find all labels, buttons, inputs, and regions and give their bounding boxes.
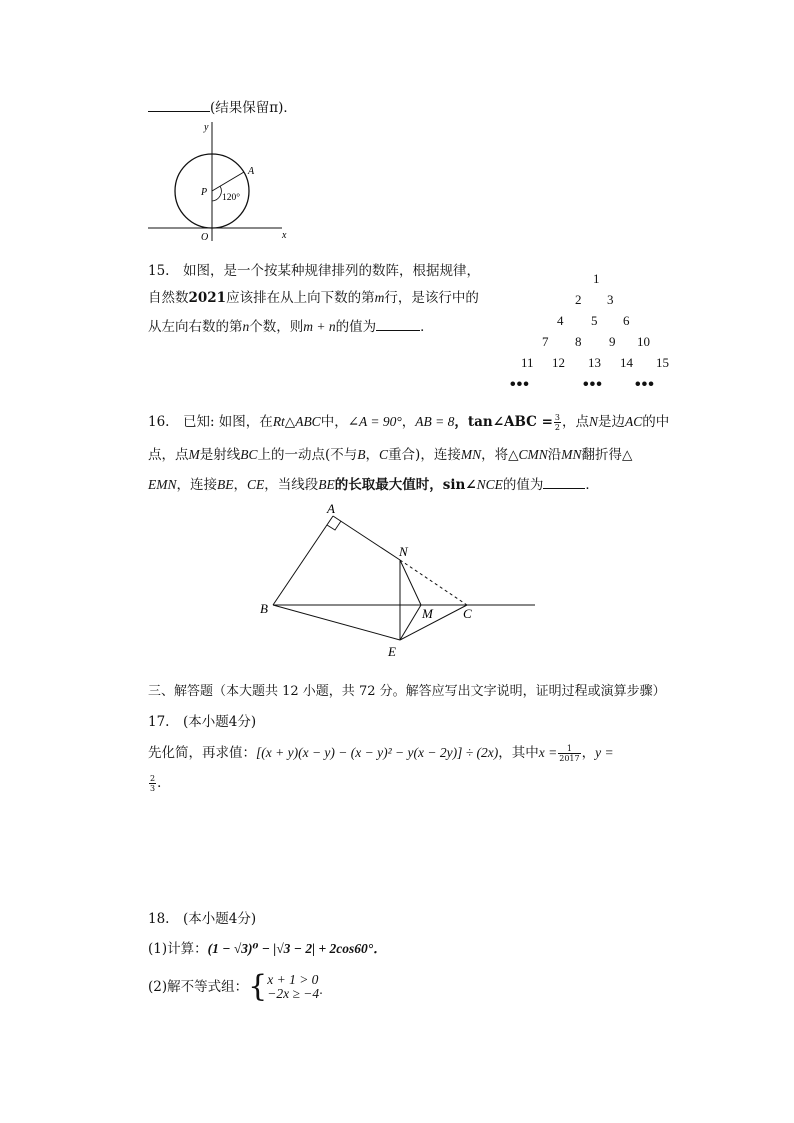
ellipsis-dots: ••• (583, 376, 603, 393)
triangle-number: 13 (588, 355, 601, 370)
ellipsis-dots: ••• (635, 376, 655, 393)
q18-header: 18. (本小题4分) (148, 911, 257, 927)
point-b-label: B (260, 601, 268, 616)
q16-line1: 16. 已知: 如图，在Rt△ABC中，∠A = 90°，AB = 8，tan∠ABC = $\frac{3}{2}$ ，点N是边AC的中 (148, 413, 670, 432)
point-a-label: A (327, 501, 335, 516)
fraction: $\frac{1}{2017}$ (559, 744, 580, 763)
answer-blank (543, 474, 585, 489)
triangle-number: 6 (623, 313, 630, 328)
triangle-number: 14 (620, 355, 633, 370)
q17-line2: $\frac{2}{3}$ ． (150, 774, 171, 793)
triangle-number: 3 (607, 292, 614, 307)
segment-ab (273, 516, 333, 605)
point-p-label: P (201, 187, 208, 198)
point-m-label: M (422, 606, 433, 621)
angle-label: 120° (222, 193, 241, 203)
q15-line1: 15. 如图，是一个按某种规律排列的数阵，根据规律， (148, 263, 480, 279)
circle-figure (140, 114, 300, 249)
fraction: $\frac{2}{3}$ (150, 774, 156, 793)
q15-line3: 从左向右数的第n个数，则m + n的值为 ． (148, 316, 434, 336)
triangle-number: 7 (542, 334, 549, 349)
fraction: $\frac{3}{2}$ (554, 413, 560, 432)
inequality-system: x + 1 > 0 −2x ≥ −4· (267, 972, 323, 1001)
q14-tail: (结果保留π)． (148, 97, 297, 117)
triangle-number: 8 (575, 334, 582, 349)
point-c-label: C (463, 606, 472, 621)
segment-be (273, 605, 400, 640)
q18-part1: (1)计算：(1 − √3)⁰ − |√3 − 2| + 2cos60°． (148, 941, 387, 957)
q16-line2: 点，点M是射线BC上的一动点(不与B，C重合)，连接MN，将△CMN沿MN翻折得△ (148, 447, 633, 463)
triangle-number: 15 (656, 355, 669, 370)
triangle-figure (255, 500, 545, 665)
triangle-number: 9 (609, 334, 616, 349)
triangle-number: 11 (521, 355, 534, 370)
ellipsis-dots: ••• (510, 376, 530, 393)
section-heading: 三、解答题（本大题共 12 小题，共 72 分。解答应写出文字说明，证明过程或演算步骤） (148, 684, 666, 699)
triangle-number: 1 (593, 271, 600, 286)
q18-part2: (2)解不等式组：{ x + 1 > 0 −2x ≥ −4· (148, 969, 323, 1004)
left-brace: { (248, 969, 268, 1004)
triangle-number: 2 (575, 292, 582, 307)
segment-an (333, 516, 400, 560)
answer-blank (148, 97, 210, 112)
origin-label: O (201, 232, 209, 243)
q17-line1: 先化简，再求值：[(x + y)(x − y) − (x − y)² − y(x − 2y)] ÷ (2x)，其中x = $\frac{1}{2017}$ ，y = (148, 744, 614, 763)
point-a-label: A (248, 166, 255, 177)
triangle-number: 4 (557, 313, 564, 328)
triangle-number: 5 (591, 313, 598, 328)
radius-pa (212, 172, 244, 191)
q17-header: 17. (本小题4分) (148, 714, 257, 730)
q16-line3: EMN，连接BE，CE，当线段BE的长取最大值时，sin∠NCE的值为 ． (148, 474, 599, 494)
answer-blank (376, 316, 420, 331)
q15-line2: 自然数2021应该排在从上向下数的第m行，是该行中的 (148, 290, 479, 306)
y-axis-label: y (204, 122, 209, 133)
x-axis-label: x (282, 230, 287, 241)
triangle-number: 10 (637, 334, 650, 349)
point-n-label: N (399, 544, 408, 559)
point-e-label: E (388, 644, 396, 659)
triangle-number: 12 (552, 355, 565, 370)
